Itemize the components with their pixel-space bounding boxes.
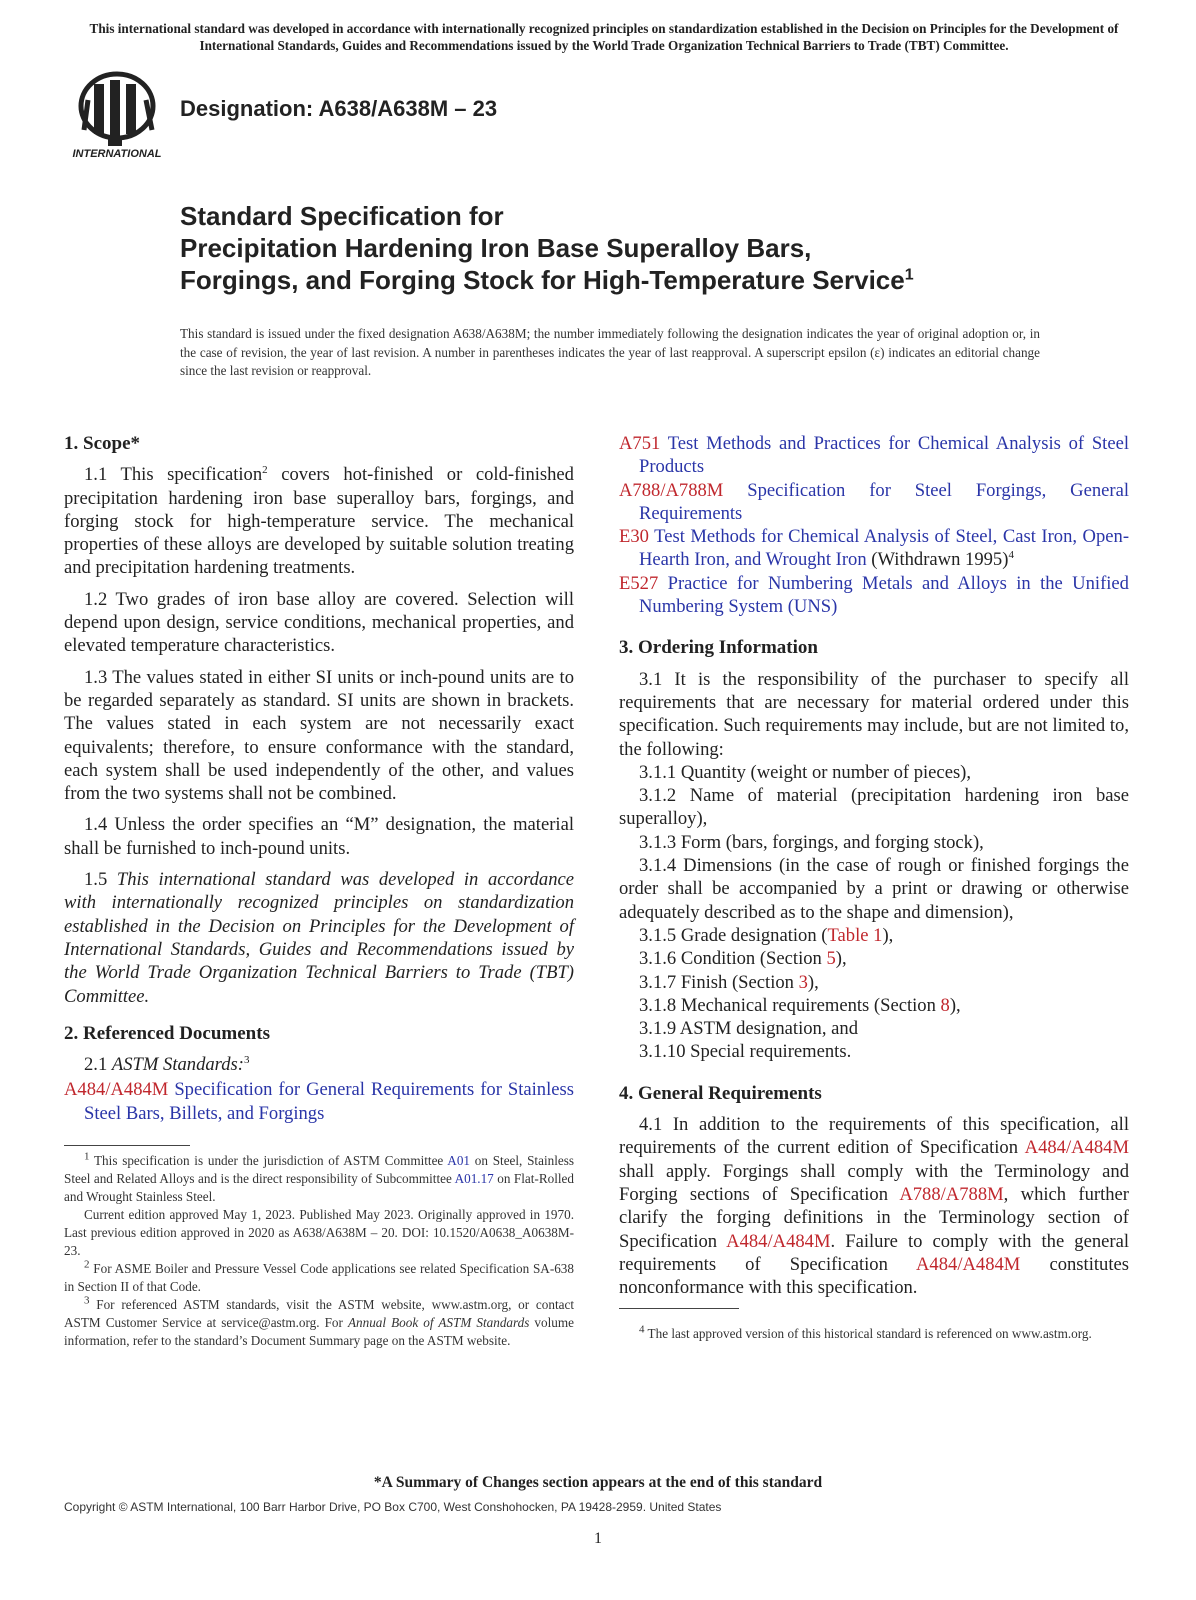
- para-1-4: 1.4 Unless the order specifies an “M” designation, the material shall be furnished to inch-pound units.: [64, 814, 574, 859]
- ref-title: Test Methods for Chemical Analysis of Steel, Cast Iron, Open-Hearth Iron, and Wrought Iron: [639, 526, 1130, 571]
- table-1-link[interactable]: Table 1: [827, 924, 883, 946]
- summary-of-changes-note: *A Summary of Changes section appears at the end of this standard: [373, 1474, 823, 1491]
- ref-title: Specification for Steel Forgings, General Requirements: [639, 479, 1129, 524]
- list-item-3-1-10: 3.1.10 Special requirements.: [639, 1041, 852, 1063]
- ref-item[interactable]: [619, 432, 1129, 479]
- ref-code: A751: [619, 433, 661, 454]
- list-item-3-1-2: 3.1.2 Name of material (precipitation hardening iron base superalloy),: [619, 785, 1129, 830]
- footnotes-right: [619, 1323, 1129, 1343]
- ref-code: A788/A788M: [619, 479, 724, 501]
- left-column: [64, 432, 574, 1125]
- para-1-3: 1.3 The values stated in either SI units or inch-pound units are to be regarded separately as standard. SI units are shown in brackets. The values stated in each system are not necessarily exact equivalents; therefore, to ensure conformance with the standard, each system shall be used independently of the other, and values from the two systems shall not be combined.: [64, 666, 574, 805]
- footnotes-left: [64, 1145, 574, 1350]
- issue-note: This standard is issued under the fixed designation A638/A638M; the number immediately following the designation indicates the year of original adoption or, in the case of revision, the year of last revision. A number in parentheses indicates the year of last reapproval. A superscript epsilon (ε) indicates an editorial change since the last revision or reapproval.: [180, 326, 1040, 378]
- section-ordering-heading: 3. Ordering Information: [619, 637, 818, 659]
- spec-link[interactable]: A788/A788M: [899, 1183, 1004, 1205]
- section-8-link[interactable]: 8: [940, 994, 950, 1016]
- ref-item[interactable]: [619, 572, 1129, 619]
- copyright: Copyright © ASTM International, 100 Barr Harbor Drive, PO Box C700, West Conshohocken, PA 19428-2959. United States: [64, 1500, 722, 1514]
- list-item-3-1-8: 3.1.8 Mechanical requirements (Section 8),: [639, 994, 961, 1016]
- section-3-link[interactable]: 3: [798, 971, 808, 993]
- logo-international-label: INTERNATIONAL: [72, 148, 162, 160]
- list-item-3-1-9: 3.1.9 ASTM designation, and: [639, 1018, 858, 1040]
- ref-item[interactable]: [619, 479, 1129, 526]
- astm-logo: [64, 70, 170, 168]
- ref-title: Test Methods and Practices for Chemical Analysis of Steel Products: [639, 433, 1130, 478]
- designation: Designation: A638/A638M – 23: [180, 96, 498, 121]
- footnote-3: $^3$ For referenced ASTM standards, visit the ASTM website, www.astm.org, or contact ASTM Customer Service at service@astm.org. For Annual Book of ASTM Standards volume information, refer to the standard’s Document Summary page on the ASTM website.: [64, 1294, 574, 1348]
- list-item-3-1-3: 3.1.3 Form (bars, forgings, and forging stock),: [639, 831, 984, 853]
- title-footnote-ref[interactable]: 1: [904, 266, 914, 284]
- astm-logo-icon: [64, 70, 170, 148]
- spec-link[interactable]: A484/A484M: [726, 1230, 831, 1252]
- para-1-1: 1.1 This specification$^2$ covers hot-finished or cold-finished precipitation hardening iron base superalloy bars, forgings, and forging stock for high-temperature service. The mechanical properties of these alloys are developed by suitable solution treating and precipitation hardening treatments.: [64, 464, 574, 579]
- wto-notice: This international standard was developed in accordance with internationally recognized principles on standardization established in the Decision on Principles for the Development of International Standards, Guides and Recommendations issued by the World Trade Organization Technical Barriers to Trade (TBT) Committee.: [89, 21, 1119, 53]
- subcommittee-link[interactable]: A01.17: [454, 1171, 494, 1186]
- ref-item[interactable]: [64, 1078, 574, 1125]
- spec-link[interactable]: A484/A484M: [1024, 1137, 1129, 1159]
- footnote-divider: [619, 1308, 739, 1309]
- title-line-1: Standard Specification for: [180, 201, 504, 231]
- section-5-link[interactable]: 5: [826, 948, 836, 970]
- section-general-heading: 4. General Requirements: [619, 1082, 822, 1104]
- ref-title: Practice for Numbering Metals and Alloys in the Unified Numbering System (UNS): [639, 572, 1129, 618]
- para-3-1: 3.1 It is the responsibility of the purchaser to specify all requirements that are necessary for material ordered under this specification. Such requirements may include, but are not limited to, the following:: [619, 668, 1129, 760]
- title-line-3: Forgings, and Forging Stock for High-Temperature Service$^1$: [180, 265, 914, 295]
- footnote-2: $^2$ For ASME Boiler and Pressure Vessel Code applications see related Specification SA-638 in Section II of that Code.: [64, 1258, 574, 1294]
- para-1-2: 1.2 Two grades of iron base alloy are covered. Selection will depend upon design, service conditions, mechanical properties, and elevated temperature characteristics.: [64, 588, 574, 657]
- ref-item[interactable]: E30 Test Methods for Chemical Analysis of Steel, Cast Iron, Open-Hearth Iron, and Wrought Iron (Withdrawn 1995)$^4$: [619, 526, 1130, 571]
- list-item-3-1-7: 3.1.7 Finish (Section 3),: [639, 971, 819, 993]
- title-line-2: Precipitation Hardening Iron Base Superalloy Bars,: [180, 233, 812, 263]
- spec-link[interactable]: A484/A484M: [916, 1253, 1021, 1275]
- para-2-1: 2.1 ASTM Standards:$^3$: [84, 1053, 250, 1076]
- footnote-divider: [64, 1145, 190, 1146]
- para-1-5: 1.5 This international standard was developed in accordance with internationally recognized principles on standardization established in the Decision on Principles for the Development of International Standards, Guides and Recommendations issued by the World Trade Organization Technical Barriers to Trade (TBT) Committee.: [64, 869, 575, 1007]
- section-scope-heading: 1. Scope*: [64, 433, 140, 454]
- list-item-3-1-4: 3.1.4 Dimensions (in the case of rough or finished forgings the order shall be accompanied by a print or drawing or otherwise adequately described as to the shape and dimension),: [619, 855, 1129, 923]
- list-item-3-1-1: 3.1.1 Quantity (weight or number of pieces),: [639, 761, 972, 783]
- footnote-1-edition: Current edition approved May 1, 2023. Published May 2023. Originally approved in 1970. Last previous edition approved in 2020 as A638/A638M – 20. DOI: 10.1520/A0638_A0638M-23.: [64, 1207, 574, 1258]
- right-column: [619, 432, 1129, 1307]
- ref-code: A484/A484M: [64, 1079, 169, 1101]
- section-refdocs-heading: 2. Referenced Documents: [64, 1022, 270, 1044]
- footnote-4: $^4$ The last approved version of this historical standard is referenced on www.astm.org.: [639, 1323, 1092, 1341]
- ref-code: E30: [619, 526, 649, 548]
- list-item-3-1-5: 3.1.5 Grade designation (Table 1),: [639, 924, 894, 946]
- ref-code: E527: [619, 572, 659, 594]
- ref-title: Specification for General Requirements for Stainless Steel Bars, Billets, and Forgings: [84, 1079, 574, 1124]
- list-item-3-1-6: 3.1.6 Condition (Section 5),: [639, 948, 847, 970]
- committee-link[interactable]: A01: [447, 1153, 471, 1168]
- page-number: 1: [594, 1530, 602, 1547]
- document-title: [180, 200, 1140, 296]
- footnote-1: $^1$ This specification is under the jurisdiction of ASTM Committee A01 on Steel, Stainless Steel and Related Alloys and is the direct responsibility of Subcommittee A01.17 on Flat-Rolled and Wrought Stainless Steel.: [64, 1150, 574, 1204]
- para-4-1: 4.1 In addition to the requirements of this specification, all requirements of the current edition of Specification A484/A484M shall apply. Forgings shall comply with the Terminology and Forging sections of Specification A788/A788M, which further clarify the forging definitions in the Terminology section of Specification A484/A484M. Failure to comply with the general requirements of Specification A484/A484M constitutes nonconformance with this specification.: [619, 1114, 1129, 1299]
